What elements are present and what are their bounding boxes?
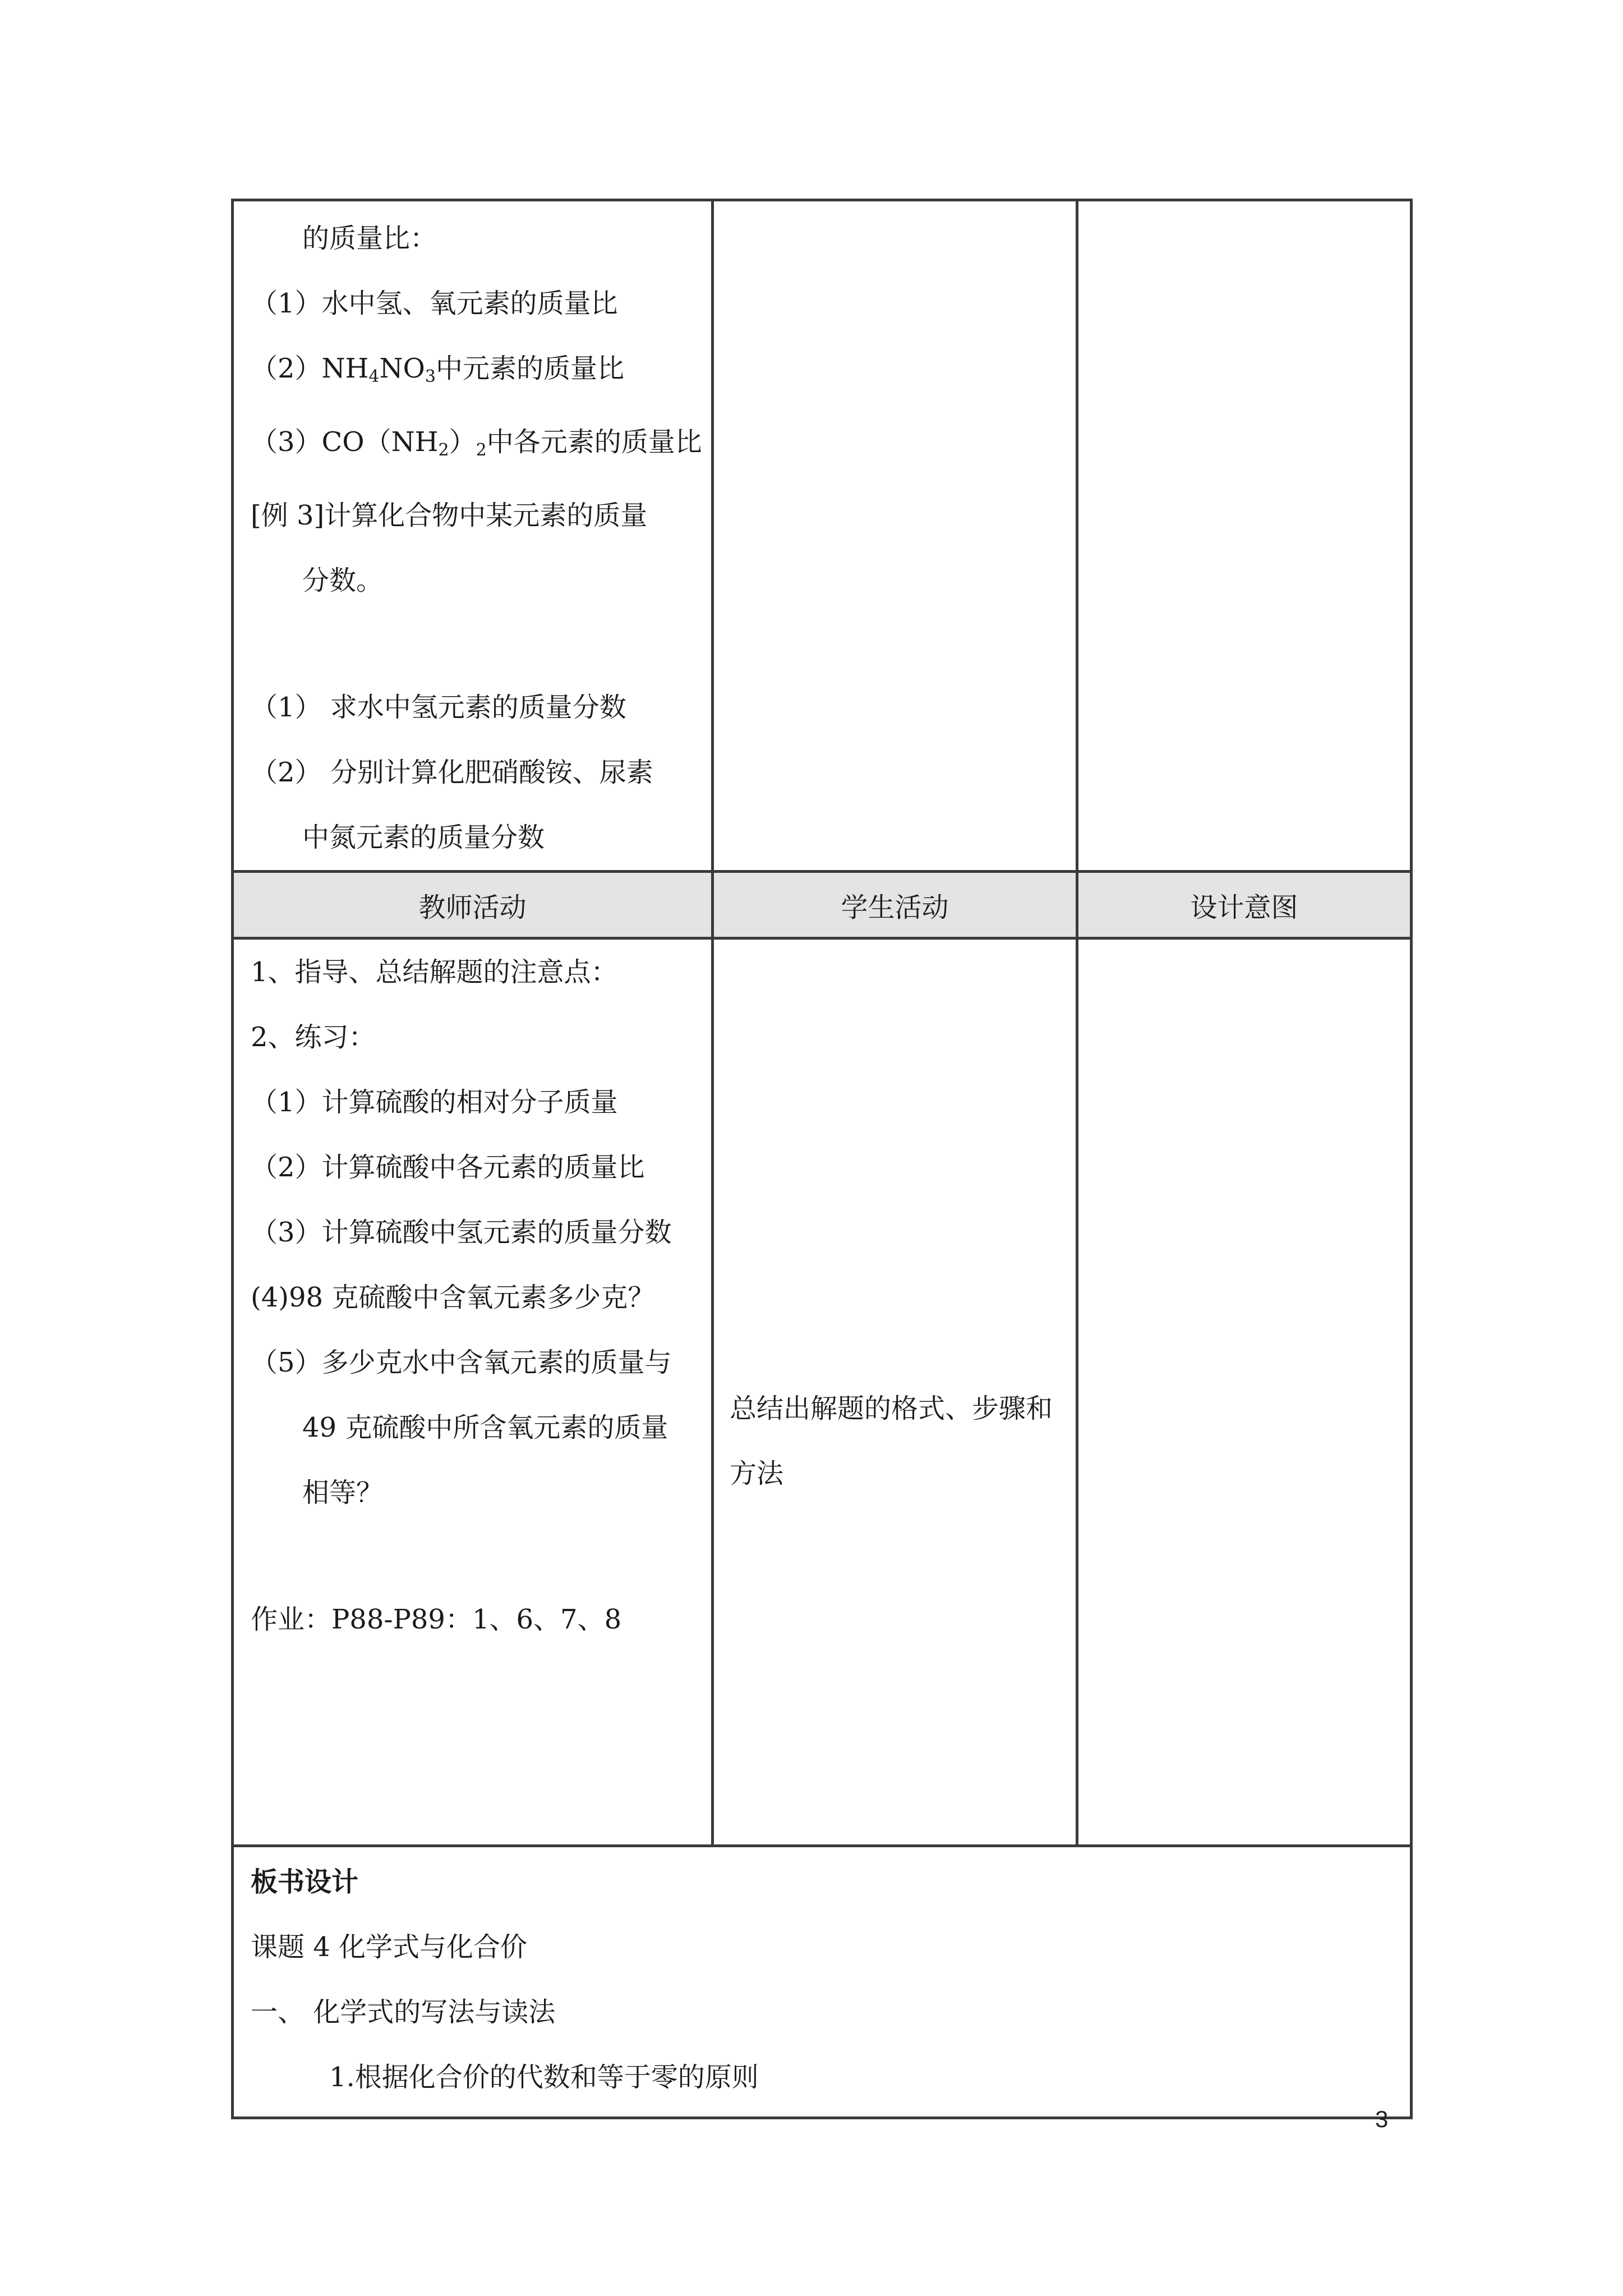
- formula-tail: 中元素的质量比: [435, 353, 624, 384]
- formula-subscript: 2: [476, 440, 487, 460]
- formula-line-urea: [251, 409, 700, 483]
- text-line: 课题 4 化学式与化合价: [251, 1931, 528, 1963]
- text-line: 1、指导、总结解题的注意点：: [251, 956, 618, 988]
- formula-tail: 中各元素的质量比: [486, 426, 702, 458]
- text-line: [例 3]计算化合物中某元素的质量: [251, 500, 648, 531]
- teacher-activity-cell: [233, 938, 713, 1846]
- text-line: 一、 化学式的写法与读法: [251, 1996, 556, 2028]
- continuation-row: [233, 200, 1412, 872]
- text-line: （1） 求水中氢元素的质量分数: [251, 692, 626, 723]
- formula-part: NO: [379, 353, 425, 384]
- text-line: （2）: [251, 353, 322, 384]
- formula-part: ）: [449, 426, 476, 458]
- text-line: 49 克硫酸中所含氧元素的质量: [302, 1412, 668, 1443]
- text-line: （5）多少克水中含氧元素的质量与: [251, 1347, 672, 1378]
- text-line: 2、练习：: [251, 1022, 376, 1053]
- header-design-intent: 设计意图: [1077, 872, 1412, 938]
- lesson-plan-table: [231, 199, 1413, 2119]
- student-activity-cell-upper: [713, 200, 1077, 872]
- text-line: （1）水中氢、氧元素的质量比: [251, 288, 618, 319]
- formula-subscript: 4: [368, 367, 380, 386]
- text-line: （2） 分别计算化肥硝酸铵、尿素: [251, 757, 653, 788]
- formula-subscript: 3: [425, 367, 436, 386]
- text-line: 分数。: [302, 565, 384, 596]
- text-line: （3）CO（NH: [251, 426, 439, 458]
- text-line: （2）计算硫酸中各元素的质量比: [251, 1152, 645, 1183]
- page-number: 3: [1375, 2106, 1389, 2132]
- table-header-row: [233, 872, 1412, 938]
- student-activity-cell: [713, 938, 1077, 1846]
- text-line: （3）计算硫酸中氢元素的质量分数: [251, 1217, 672, 1248]
- spacer: [251, 613, 700, 675]
- board-design-cell: [233, 1846, 1412, 2118]
- text-line: 中氮元素的质量分数: [302, 822, 545, 853]
- spacer: [251, 1525, 700, 1587]
- board-design-row: [233, 1846, 1412, 2118]
- formula-subscript: 2: [438, 440, 449, 460]
- text-line: 的质量比：: [302, 223, 437, 254]
- formula-line-nh4no3: [251, 336, 700, 409]
- board-design-title: 板书设计: [251, 1866, 359, 1898]
- header-student-activity: 学生活动: [713, 872, 1077, 938]
- header-teacher-activity: 教师活动: [233, 872, 713, 938]
- text-line: 1.根据化合价的代数和等于零的原则: [329, 2062, 759, 2093]
- text-line: 总结出解题的格式、步骤和: [730, 1393, 1053, 1424]
- design-intent-cell-upper: [1077, 200, 1412, 872]
- teacher-activity-cell-upper: [233, 200, 713, 872]
- homework-line: 作业：P88-P89：1、6、7、8: [251, 1604, 622, 1635]
- text-line: (4)98 克硫酸中含氧元素多少克？: [251, 1282, 655, 1313]
- activity-row: [233, 938, 1412, 1846]
- formula-part: NH: [321, 353, 369, 384]
- design-intent-cell: [1077, 938, 1412, 1846]
- text-line: 方法: [730, 1458, 784, 1489]
- text-line: 相等？: [302, 1477, 384, 1508]
- text-line: （1）计算硫酸的相对分子质量: [251, 1087, 618, 1118]
